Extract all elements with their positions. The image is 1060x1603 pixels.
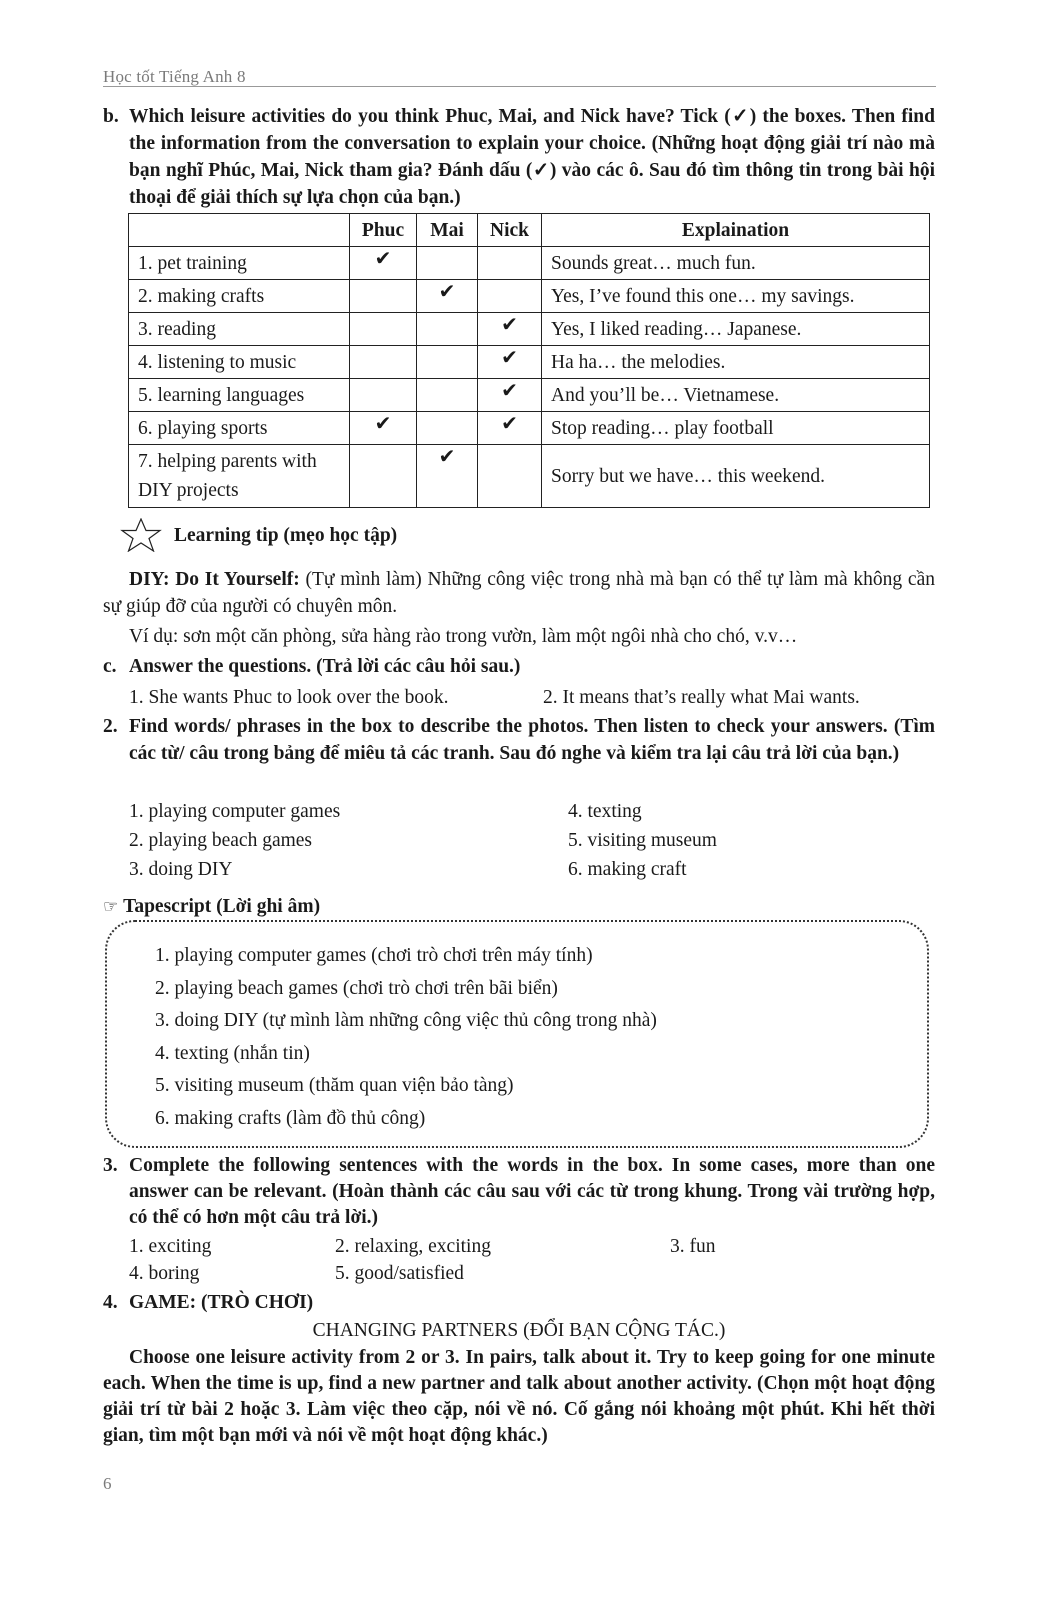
explanation-cell: Sounds great… much fun. [542,247,930,280]
check-nick [478,445,542,508]
explanation-cell: Stop reading… play football [542,412,930,445]
exercise-4-text: Choose one leisure activity from 2 or 3. In pairs, talk about it. Try to keep going for one minute each. When the time is up, find a new partner and talk about another activity. (Chọn một hoạt động giải trí từ bài 2 hoặc 3. Làm việc theo cặp, nói về nó. Cố gắng nói khoảng một phút. Khi hết thời gian, tìm một bạn mới và nói về một hoạt động khác.) [103,1347,935,1446]
check-mai [417,313,478,346]
table-header-row [129,214,930,247]
check-mai [417,247,478,280]
exercise-3-answers [103,1233,961,1287]
check-nick: ✔ [478,346,542,379]
check-phuc [350,379,417,412]
check-mai [417,379,478,412]
exercise-2 [103,713,935,767]
table-row [129,346,930,379]
activity-cell: 7. helping parents with DIY projects [129,445,350,508]
activity-cell: 1. pet training [129,247,350,280]
check-nick: ✔ [478,412,542,445]
exercise-2-text: Find words/ phrases in the box to describe the photos. Then listen to check your answers. (Tìm các từ/ câu trong bảng để miêu tả các tranh. Sau đó nghe và kiểm tra lại câu trả lời của bạn.) [129,716,935,764]
answer-item: 4. boring [129,1263,200,1284]
header-mai: Mai [417,214,478,247]
book-title-header: Học tốt Tiếng Anh 8 [103,67,246,86]
answers-row-1 [129,1233,961,1260]
exercise-3-text: Complete the following sentences with the words in the box. In some cases, more than one answer can be relevant. (Hoàn thành các câu sau với các từ trong khung. Trong vài trường hợp, có thể có hơn một câu trả lời.) [129,1155,935,1228]
answer-item: 3. doing DIY [129,859,233,880]
answer-item: 2. playing beach games [129,830,313,851]
check-mai [417,412,478,445]
page-number: 6 [103,1474,112,1493]
list-item: 1. playing computer games (chơi trò chơi trên máy tính) [155,945,593,966]
diy-definition [103,566,935,620]
check-mai: ✔ [417,280,478,313]
check-mai: ✔ [417,445,478,508]
activity-cell: 5. learning languages [129,379,350,412]
header-blank [129,214,350,247]
section-b [103,103,935,211]
answer-item: 5. visiting museum [568,830,717,851]
check-phuc [350,445,417,508]
activity-cell: 4. listening to music [129,346,350,379]
exercise-2-label: 2. [103,716,118,737]
answer-item: 1. exciting [129,1236,212,1257]
check-nick [478,247,542,280]
tapescript-list [155,940,657,1135]
activity-cell: 6. playing sports [129,412,350,445]
table-row [129,280,930,313]
pointing-hand-icon: ☞ [103,897,119,916]
activities-table [128,213,930,508]
answer-item: 2. relaxing, exciting [335,1236,491,1257]
check-nick [478,280,542,313]
answer-item: 4. texting [568,801,642,822]
exercise-3-label: 3. [103,1155,118,1176]
learning-tip-heading [120,518,397,552]
exercise-4-title: GAME: (TRÒ CHƠI) [129,1292,314,1313]
check-phuc [350,280,417,313]
diy-term: DIY: Do It Yourself: [129,569,300,590]
answer-c-1: 1. She wants Phuc to look over the book. [129,687,449,708]
explanation-cell: Sorry but we have… this weekend. [542,445,930,508]
tapescript-heading [103,893,935,920]
exercise-2-answers [103,797,961,884]
header-phuc: Phuc [350,214,417,247]
answer-c-2: 2. It means that’s really what Mai wants. [543,687,860,708]
check-mai [417,346,478,379]
diy-text: (Tự mình làm) Những công việc trong nhà mà bạn có thể tự làm mà không cần sự giúp đỡ của người có chuyên môn. [103,569,935,617]
answer-item: 1. playing computer games [129,801,341,822]
check-phuc [350,346,417,379]
check-nick: ✔ [478,313,542,346]
check-nick: ✔ [478,379,542,412]
exercise-4 [103,1289,935,1316]
section-b-label: b. [103,106,119,127]
table-row [129,379,930,412]
learning-tip-title: Learning tip (mẹo học tập) [174,524,398,546]
check-phuc: ✔ [350,247,417,280]
explanation-cell: And you’ll be… Vietnamese. [542,379,930,412]
activity-cell: 2. making crafts [129,280,350,313]
table-row [129,445,930,508]
exercise-4-label: 4. [103,1292,118,1313]
section-c [103,653,935,680]
list-item: 5. visiting museum (thăm quan viện bảo tàng) [155,1075,514,1096]
tapescript-title: Tapescript (Lời ghi âm) [123,896,321,917]
table-row [129,313,930,346]
table-row [129,247,930,280]
list-item: 4. texting (nhắn tin) [155,1042,310,1064]
check-phuc [350,313,417,346]
section-c-text: Answer the questions. (Trả lời các câu hỏi sau.) [129,656,521,677]
star-icon [120,518,162,552]
explanation-cell: Ha ha… the melodies. [542,346,930,379]
header-rule [103,86,936,87]
header-explanation: Explaination [542,214,930,247]
explanation-cell: Yes, I liked reading… Japanese. [542,313,930,346]
exercise-3 [103,1153,935,1231]
section-c-label: c. [103,656,117,677]
explanation-cell: Yes, I’ve found this one… my savings. [542,280,930,313]
list-item: 3. doing DIY (tự mình làm những công việc thủ công trong nhà) [155,1010,657,1031]
table-row [129,412,930,445]
answer-item: 5. good/satisfied [335,1263,464,1284]
section-b-text: Which leisure activities do you think Phuc, Mai, and Nick have? Tick (✓) the boxes. Then find the information from the conversation to explain your choice. (Những hoạt động giải trí nào mà bạn nghĩ Phúc, Mai, Nick tham gia? Đánh dấu (✓) vào các ô. Sau đó tìm thông tin trong bài hội thoại để giải thích sự lựa chọn của bạn.) [129,106,935,208]
tapescript-box [105,920,929,1148]
list-item: 2. playing beach games (chơi trò chơi trên bãi biển) [155,977,558,999]
answers-row-2 [129,1260,961,1287]
answers-right-column [568,797,717,884]
header-nick: Nick [478,214,542,247]
section-c-answers [103,684,961,711]
exercise-4-subtitle: CHANGING PARTNERS (ĐỔI BẠN CỘNG TÁC.) [312,1320,726,1341]
activity-cell: 3. reading [129,313,350,346]
check-phuc: ✔ [350,412,417,445]
answer-item: 3. fun [670,1236,716,1257]
answers-left-column [129,797,568,884]
diy-example: Ví dụ: sơn một căn phòng, sửa hàng rào trong vườn, làm một ngôi nhà cho chó, v.v… [129,626,798,647]
list-item: 6. making crafts (làm đồ thủ công) [155,1107,426,1129]
answer-item: 6. making craft [568,859,687,880]
